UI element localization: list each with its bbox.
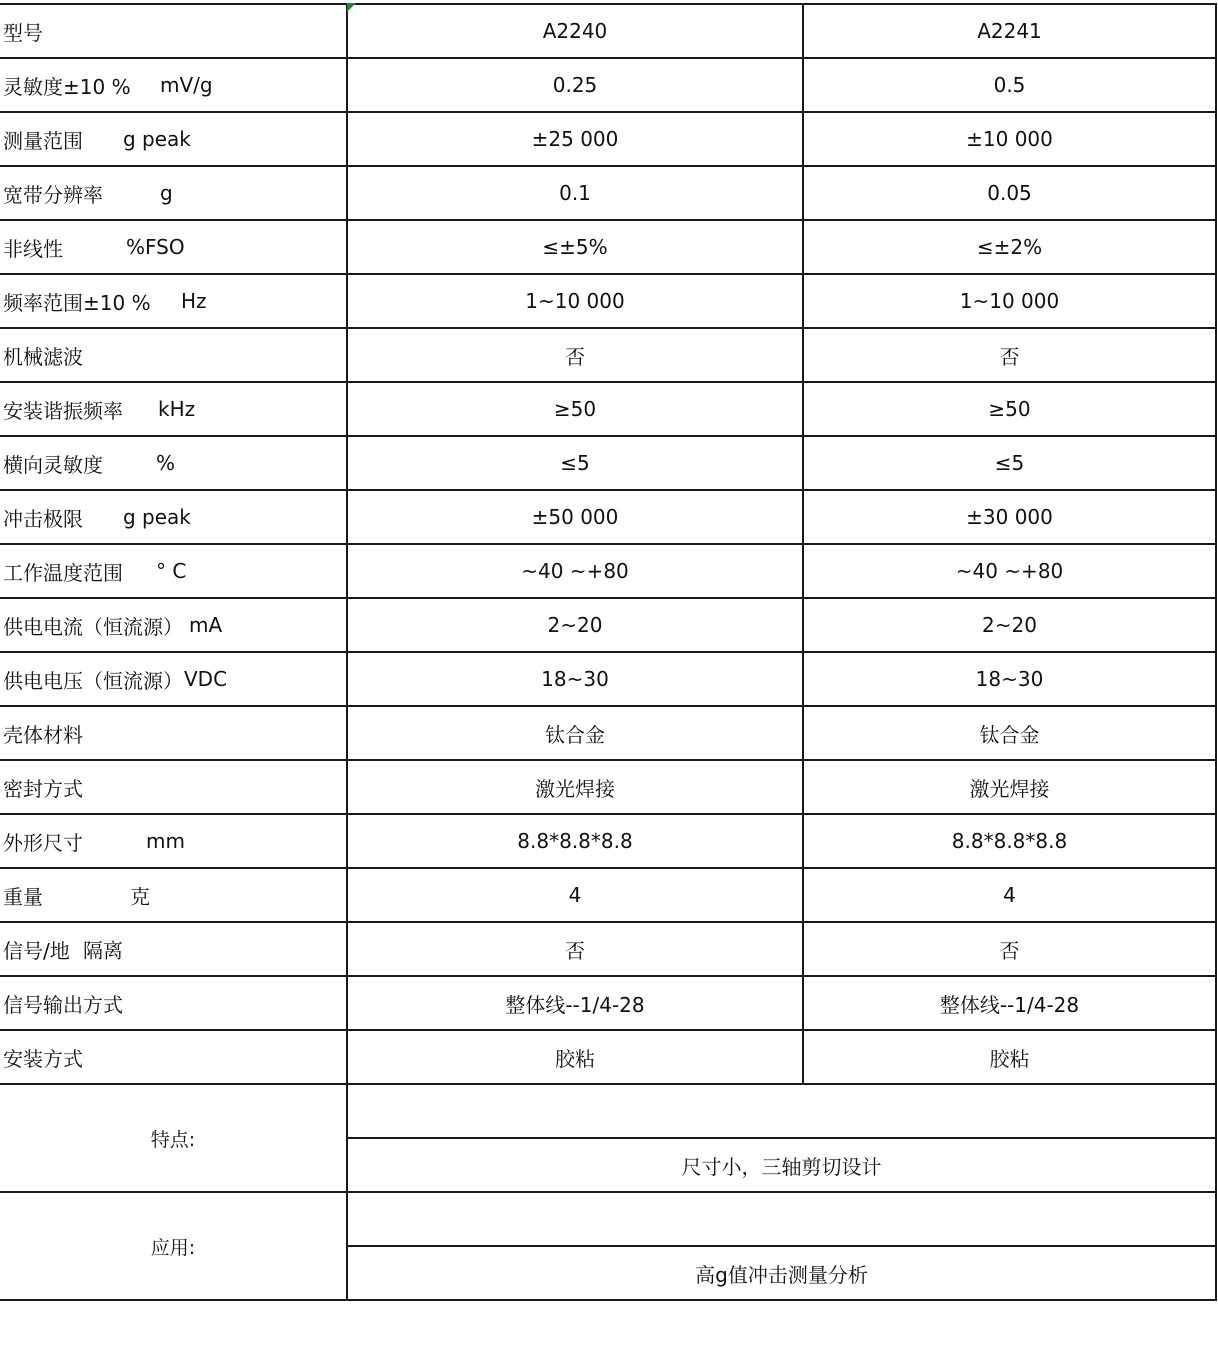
value-a2241: 18~30: [803, 652, 1216, 706]
spec-unit: %: [156, 451, 176, 475]
spec-table-body: [0, 4, 1216, 1084]
spec-unit: VDC: [184, 667, 228, 691]
spec-name: 安装方式: [3, 1046, 83, 1071]
applications-text: 高g值冲击测量分析: [347, 1246, 1216, 1300]
spec-row: [0, 436, 1216, 490]
spec-row: [0, 274, 1216, 328]
value-a2240: 1~10 000: [347, 274, 803, 328]
value-a2241: 1~10 000: [803, 274, 1216, 328]
value-a2240: 8.8*8.8*8.8: [347, 814, 803, 868]
spec-label-cell: [0, 868, 347, 922]
spec-name: 外形尺寸: [3, 830, 83, 855]
spec-label-cell: [0, 112, 347, 166]
spec-label-cell: [0, 760, 347, 814]
spec-name: 机械滤波: [3, 344, 83, 369]
applications-row: [0, 1192, 1216, 1246]
value-a2240: 激光焊接: [347, 760, 803, 814]
spec-row: [0, 706, 1216, 760]
value-a2241: 否: [803, 922, 1216, 976]
spec-label-cell: [0, 922, 347, 976]
spec-table: [0, 3, 1217, 1301]
value-a2241: 0.05: [803, 166, 1216, 220]
spec-name: 安装谐振频率: [3, 398, 123, 423]
spec-row: [0, 922, 1216, 976]
value-a2240: ≤5: [347, 436, 803, 490]
spec-unit: kHz: [158, 397, 196, 421]
spec-unit: g peak: [123, 127, 191, 151]
spec-name: 宽带分辨率: [3, 182, 103, 207]
model-a2240: A2240: [347, 4, 803, 58]
spec-label-cell: [0, 652, 347, 706]
spec-label-cell: [0, 976, 347, 1030]
spec-name: 冲击极限: [3, 506, 83, 531]
spec-name: 供电电流（恒流源）: [3, 614, 183, 639]
spec-unit: 隔离: [83, 938, 123, 963]
value-a2240: ~40 ~+80: [347, 544, 803, 598]
spec-name: 灵敏度±10 %: [3, 74, 131, 99]
spec-unit: mm: [146, 829, 185, 853]
value-a2241: ≤±2%: [803, 220, 1216, 274]
spec-row: [0, 976, 1216, 1030]
spec-label-cell: [0, 706, 347, 760]
features-empty-cell: [347, 1084, 1216, 1138]
spec-row: [0, 328, 1216, 382]
value-a2241: ±10 000: [803, 112, 1216, 166]
spec-row: [0, 652, 1216, 706]
spec-label-cell: [0, 490, 347, 544]
value-a2241: 否: [803, 328, 1216, 382]
spec-name: 信号/地: [3, 938, 70, 963]
spec-label-cell: [0, 382, 347, 436]
applications-label: 应用:: [0, 1192, 347, 1300]
applications-empty-cell: [347, 1192, 1216, 1246]
value-a2241: ±30 000: [803, 490, 1216, 544]
spec-unit: g: [160, 181, 173, 205]
value-a2240: 胶粘: [347, 1030, 803, 1084]
model-label: 型号: [0, 4, 347, 58]
spec-unit: Hz: [181, 289, 207, 313]
summary-body: [0, 1084, 1216, 1300]
value-a2240: 整体线--1/4-28: [347, 976, 803, 1030]
spec-name: 重量: [3, 884, 43, 909]
header-row: [0, 4, 1216, 58]
spec-label-cell: [0, 220, 347, 274]
value-a2240: 0.1: [347, 166, 803, 220]
value-a2240: 否: [347, 328, 803, 382]
spec-row: [0, 166, 1216, 220]
features-label: 特点:: [0, 1084, 347, 1192]
spec-label-cell: [0, 544, 347, 598]
spec-label-cell: [0, 328, 347, 382]
spec-name: 频率范围±10 %: [3, 290, 151, 315]
spec-name: 壳体材料: [3, 722, 83, 747]
spec-row: [0, 544, 1216, 598]
spec-unit: ° C: [156, 559, 187, 583]
spec-unit: mA: [189, 613, 223, 637]
spec-row: [0, 598, 1216, 652]
cell-comment-marker: [347, 3, 356, 12]
features-text: 尺寸小，三轴剪切设计: [347, 1138, 1216, 1192]
spec-label-cell: [0, 814, 347, 868]
value-a2241: 整体线--1/4-28: [803, 976, 1216, 1030]
value-a2241: ≤5: [803, 436, 1216, 490]
spec-row: [0, 382, 1216, 436]
spec-row: [0, 58, 1216, 112]
spec-unit: %FSO: [126, 235, 185, 259]
value-a2240: 18~30: [347, 652, 803, 706]
spec-row: [0, 868, 1216, 922]
spec-row: [0, 760, 1216, 814]
spec-name: 非线性: [3, 236, 63, 261]
value-a2241: 8.8*8.8*8.8: [803, 814, 1216, 868]
value-a2241: 激光焊接: [803, 760, 1216, 814]
spec-row: [0, 220, 1216, 274]
spec-label-cell: [0, 436, 347, 490]
value-a2240: 否: [347, 922, 803, 976]
spec-label-cell: [0, 1030, 347, 1084]
spec-name: 工作温度范围: [3, 560, 123, 585]
spec-name: 密封方式: [3, 776, 83, 801]
spec-unit: 克: [130, 884, 150, 909]
model-a2241: A2241: [803, 4, 1216, 58]
spec-name: 供电电压（恒流源）: [3, 668, 183, 693]
spec-name: 测量范围: [3, 128, 83, 153]
spec-label-cell: [0, 166, 347, 220]
spec-unit: mV/g: [160, 73, 213, 97]
value-a2241: ≥50: [803, 382, 1216, 436]
value-a2241: 4: [803, 868, 1216, 922]
spec-label-cell: [0, 274, 347, 328]
value-a2240: ≥50: [347, 382, 803, 436]
spec-row: [0, 490, 1216, 544]
spec-row: [0, 112, 1216, 166]
value-a2241: 0.5: [803, 58, 1216, 112]
value-a2240: 4: [347, 868, 803, 922]
spec-row: [0, 814, 1216, 868]
features-row: [0, 1084, 1216, 1138]
value-a2240: ≤±5%: [347, 220, 803, 274]
value-a2240: ±50 000: [347, 490, 803, 544]
value-a2240: 0.25: [347, 58, 803, 112]
value-a2241: 钛合金: [803, 706, 1216, 760]
value-a2241: ~40 ~+80: [803, 544, 1216, 598]
spec-name: 横向灵敏度: [3, 452, 103, 477]
value-a2241: 胶粘: [803, 1030, 1216, 1084]
value-a2241: 2~20: [803, 598, 1216, 652]
value-a2240: 2~20: [347, 598, 803, 652]
spec-name: 信号输出方式: [3, 992, 123, 1017]
spec-unit: g peak: [123, 505, 191, 529]
spec-row: [0, 1030, 1216, 1084]
spec-label-cell: [0, 58, 347, 112]
value-a2240: 钛合金: [347, 706, 803, 760]
spec-label-cell: [0, 598, 347, 652]
value-a2240: ±25 000: [347, 112, 803, 166]
